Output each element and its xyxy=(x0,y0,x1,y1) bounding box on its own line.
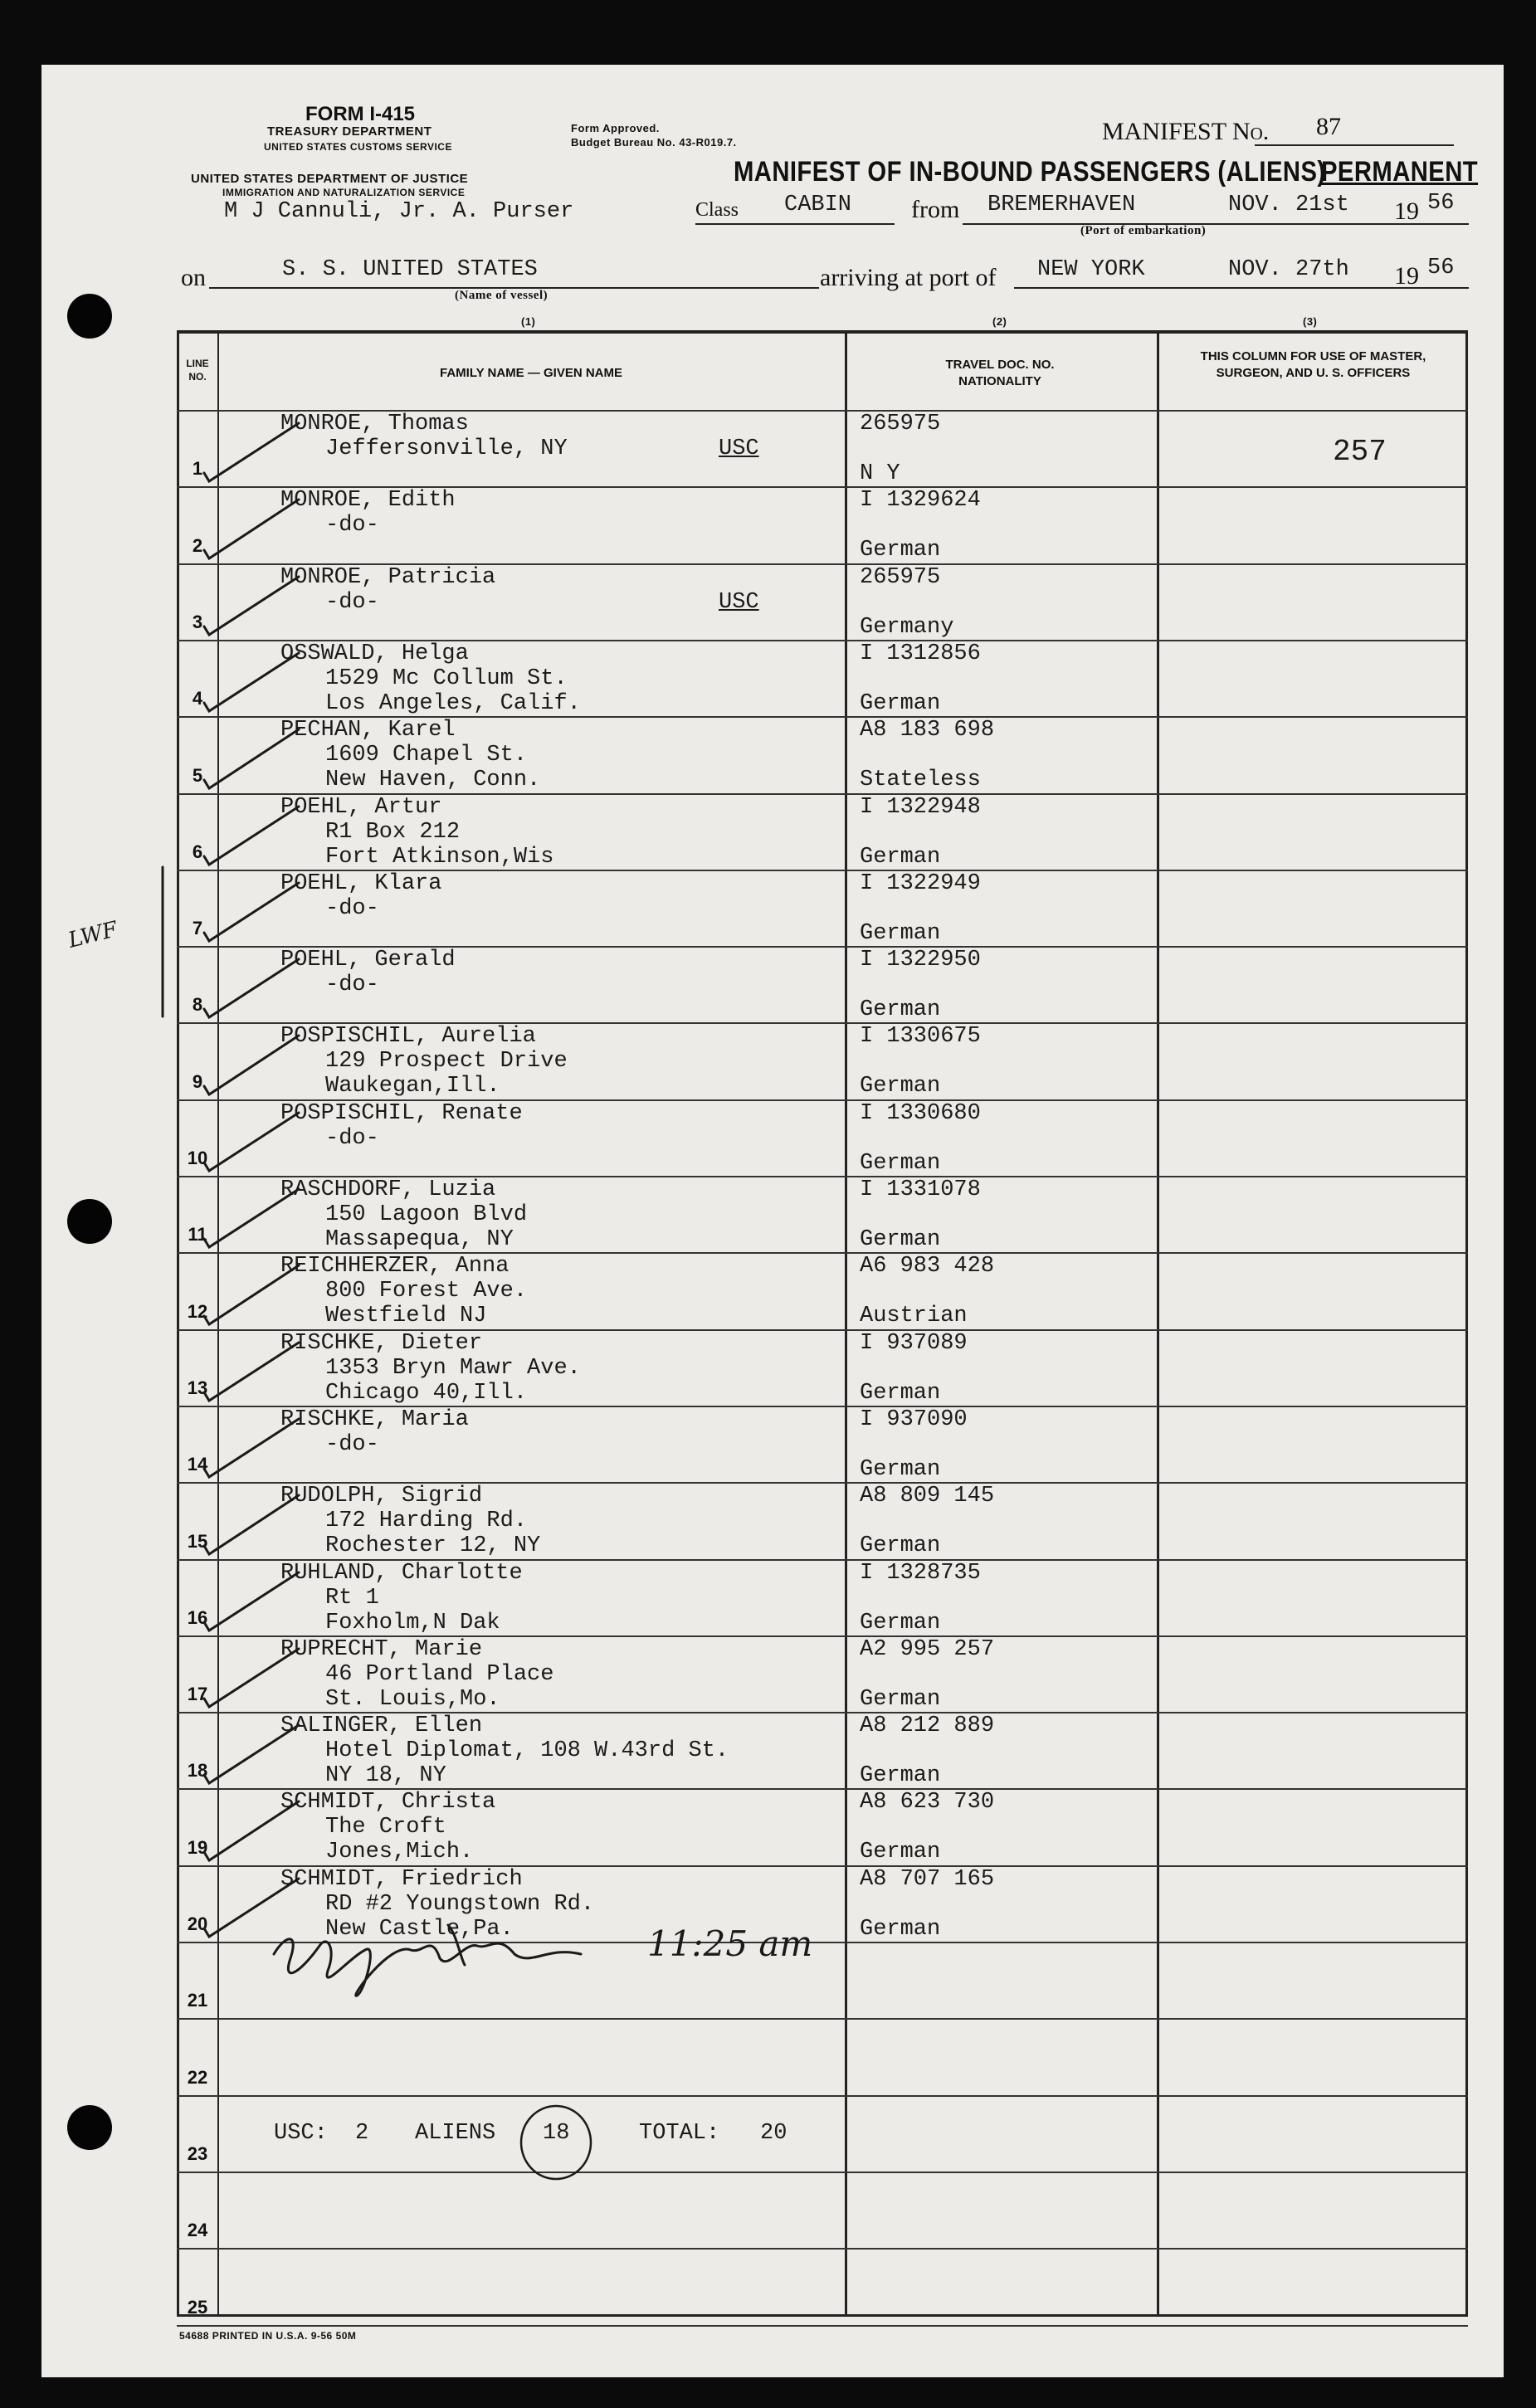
line-number: 9 xyxy=(192,1071,203,1092)
arriving-label: arriving at port of xyxy=(820,264,997,291)
passenger-name: SALINGER, Ellen xyxy=(280,1713,483,1738)
nationality: German xyxy=(860,921,941,946)
travel-document-number: I 1330680 xyxy=(860,1101,981,1126)
passenger-address-line-1: -do- xyxy=(325,896,379,921)
passenger-address-line-1: 150 Lagoon Blvd xyxy=(325,1202,528,1227)
check-mark xyxy=(204,1879,299,1937)
nationality: German xyxy=(860,1533,941,1558)
check-mark xyxy=(204,1343,299,1401)
passenger-address-line-2: Jones,Mich. xyxy=(325,1840,474,1864)
passenger-address-line-2: St. Louis,Mo. xyxy=(325,1687,500,1712)
check-mark xyxy=(204,1113,299,1171)
line-number: 17 xyxy=(187,1684,208,1704)
travel-document-number: 265975 xyxy=(860,412,941,436)
permanent-stamp: PERMANENT xyxy=(1321,156,1479,188)
departure-year-prefix: 19 xyxy=(1394,197,1419,225)
passenger-name: REICHHERZER, Anna xyxy=(280,1254,510,1279)
passenger-address-line-1: -do- xyxy=(325,972,379,997)
passenger-address-line-2: Fort Atkinson,Wis xyxy=(325,845,554,870)
check-mark xyxy=(204,1419,299,1477)
passenger-name: RUPRECHT, Marie xyxy=(280,1637,483,1662)
passenger-name: PECHAN, Karel xyxy=(280,718,456,743)
passenger-name: SCHMIDT, Christa xyxy=(280,1790,496,1815)
embarkation-port: BREMERHAVEN xyxy=(987,193,1136,217)
purser-name: M J Cannuli, Jr. A. Purser xyxy=(224,199,574,224)
line-number: 3 xyxy=(192,612,203,632)
line-number: 16 xyxy=(187,1607,208,1628)
line-number: 2 xyxy=(192,535,203,556)
line-number: 11 xyxy=(188,1224,207,1245)
line-number: 8 xyxy=(192,994,203,1015)
departure-date: NOV. 21st xyxy=(1228,193,1349,217)
travel-document-number: A6 983 428 xyxy=(860,1254,995,1279)
line-number: 21 xyxy=(187,1990,208,2011)
travel-document-number: I 1330675 xyxy=(860,1024,981,1049)
column-2-number: (2) xyxy=(992,315,1007,328)
check-mark xyxy=(204,729,299,788)
passenger-address-line-1: -do- xyxy=(325,1432,379,1457)
check-mark xyxy=(204,1572,299,1631)
line-number: 12 xyxy=(187,1301,208,1322)
line-number: 15 xyxy=(187,1531,208,1552)
passenger-address-line-1: -do- xyxy=(325,513,379,538)
check-mark xyxy=(204,807,299,865)
passenger-address-line-2: New Haven, Conn. xyxy=(325,768,541,792)
header-name: FAMILY NAME — GIVEN NAME xyxy=(439,366,623,380)
signature-time: 11:25 am xyxy=(647,1923,813,1964)
nationality: German xyxy=(860,1687,941,1712)
grand-total: 20 xyxy=(760,2121,788,2146)
vessel-caption: (Name of vessel) xyxy=(455,289,549,302)
travel-document-number: A2 995 257 xyxy=(860,1637,995,1662)
departure-year: 56 xyxy=(1427,191,1455,216)
passenger-address-line-1: RD #2 Youngstown Rd. xyxy=(325,1892,595,1917)
travel-document-number: I 1322950 xyxy=(860,948,981,972)
travel-document-number: I 1312856 xyxy=(860,641,981,666)
check-mark xyxy=(204,959,299,1017)
grand-total-label: TOTAL: xyxy=(639,2121,720,2146)
justice-department: UNITED STATES DEPARTMENT OF JUSTICE xyxy=(191,172,469,186)
nationality: German xyxy=(860,1381,941,1406)
passenger-name: RASCHDORF, Luzia xyxy=(280,1177,496,1202)
check-mark xyxy=(204,1725,299,1783)
nationality: German xyxy=(860,691,941,716)
passenger-address-line-1: Jeffersonville, NY xyxy=(325,436,568,461)
check-mark xyxy=(204,1036,299,1094)
officer-note: 257 xyxy=(1333,435,1387,469)
nationality: German xyxy=(860,1840,941,1864)
arrival-year-prefix: 19 xyxy=(1394,262,1419,290)
passenger-address-line-1: -do- xyxy=(325,1126,379,1151)
passenger-name: RISCHKE, Dieter xyxy=(280,1331,483,1356)
nationality: German xyxy=(860,1917,941,1942)
travel-document-number: I 1331078 xyxy=(860,1177,981,1202)
travel-document-number: I 1322949 xyxy=(860,871,981,896)
usc-total: 2 xyxy=(355,2121,369,2146)
passenger-address-line-1: 172 Harding Rd. xyxy=(325,1509,528,1533)
passenger-name: POSPISCHIL, Renate xyxy=(280,1101,523,1126)
line-number: 14 xyxy=(187,1454,208,1475)
travel-document-number: I 1329624 xyxy=(860,488,981,513)
line-number: 22 xyxy=(187,2067,208,2088)
nationality: German xyxy=(860,1151,941,1176)
form-number: FORM I-415 xyxy=(305,103,416,125)
line-number: 19 xyxy=(187,1837,208,1858)
passenger-address-line-2: Massapequa, NY xyxy=(325,1227,514,1252)
header-line-no: LINE NO. xyxy=(186,358,209,383)
travel-document-number: 265975 xyxy=(860,565,941,590)
column-3-number: (3) xyxy=(1303,315,1318,328)
line-number: 4 xyxy=(192,688,203,709)
passenger-address-line-1: Rt 1 xyxy=(325,1586,379,1611)
manifest-number-value: 87 xyxy=(1316,113,1341,140)
passenger-name: SCHMIDT, Friedrich xyxy=(280,1867,523,1892)
check-mark xyxy=(204,1265,299,1324)
passenger-address-line-1: R1 Box 212 xyxy=(325,820,461,845)
passenger-address-line-2: Rochester 12, NY xyxy=(325,1533,541,1558)
check-mark xyxy=(204,1495,299,1554)
passenger-name: RUHLAND, Charlotte xyxy=(280,1561,523,1586)
nationality: German xyxy=(860,538,941,563)
aliens-total: 18 xyxy=(543,2121,570,2146)
header-officers: THIS COLUMN FOR USE OF MASTER, SURGEON, AND U. S. OFFICERS xyxy=(1200,349,1426,380)
travel-document-number: I 1328735 xyxy=(860,1561,981,1586)
arrival-date: NOV. 27th xyxy=(1228,257,1349,282)
passenger-name: OSSWALD, Helga xyxy=(280,641,469,666)
customs-service: UNITED STATES CUSTOMS SERVICE xyxy=(264,141,452,153)
nationality: German xyxy=(860,1227,941,1252)
arrival-year: 56 xyxy=(1427,256,1455,280)
passenger-address-line-1: Hotel Diplomat, 108 W.43rd St. xyxy=(325,1738,729,1763)
travel-document-number: I 937090 xyxy=(860,1407,968,1432)
treasury-department: TREASURY DEPARTMENT xyxy=(267,124,432,139)
line-number: 5 xyxy=(192,765,203,786)
margin-initials: LWF xyxy=(66,917,120,953)
usc-total-label: USC: xyxy=(274,2121,328,2146)
passenger-address-line-1: 1529 Mc Collum St. xyxy=(325,666,568,691)
passenger-name: POEHL, Artur xyxy=(280,795,442,820)
nationality: N Y xyxy=(860,461,900,486)
manifest-title: MANIFEST OF IN-BOUND PASSENGERS (ALIENS) xyxy=(734,156,1326,188)
class-label: Class xyxy=(695,199,739,221)
line-number: 1 xyxy=(192,458,203,479)
nationality: Stateless xyxy=(860,768,981,792)
header-travel: TRAVEL DOC. NO. NATIONALITY xyxy=(945,358,1055,388)
line-number: 25 xyxy=(187,2297,208,2318)
aliens-label: ALIENS xyxy=(415,2121,496,2146)
citizen-mark: USC xyxy=(719,590,759,615)
nationality: German xyxy=(860,1074,941,1099)
travel-document-number: I 1322948 xyxy=(860,795,981,820)
citizen-mark: USC xyxy=(719,436,759,461)
passenger-address-line-2: Westfield NJ xyxy=(325,1304,487,1328)
check-mark xyxy=(204,1649,299,1707)
passenger-address-line-2: Chicago 40,Ill. xyxy=(325,1381,528,1406)
passenger-address-line-2: Foxholm,N Dak xyxy=(325,1611,500,1635)
vessel-name: S. S. UNITED STATES xyxy=(282,257,538,282)
check-mark xyxy=(204,423,299,481)
column-1-number: (1) xyxy=(521,315,536,328)
check-mark xyxy=(204,1801,299,1860)
travel-document-number: I 937089 xyxy=(860,1331,968,1356)
travel-document-number: A8 623 730 xyxy=(860,1790,995,1815)
travel-document-number: A8 183 698 xyxy=(860,718,995,743)
passenger-address-line-1: 1609 Chapel St. xyxy=(325,743,528,768)
line-number: 10 xyxy=(187,1148,208,1168)
naturalization-service: IMMIGRATION AND NATURALIZATION SERVICE xyxy=(222,187,466,198)
form-approval: Form Approved. xyxy=(571,122,660,134)
travel-document-number: A8 809 145 xyxy=(860,1484,995,1509)
passenger-address-line-1: -do- xyxy=(325,590,379,615)
passenger-name: RISCHKE, Maria xyxy=(280,1407,469,1432)
line-number: 20 xyxy=(187,1913,208,1934)
class-value: CABIN xyxy=(784,193,852,217)
budget-bureau: Budget Bureau No. 43-R019.7. xyxy=(571,136,737,149)
check-mark xyxy=(204,1189,299,1247)
check-mark xyxy=(204,577,299,635)
passenger-address-line-1: 46 Portland Place xyxy=(325,1662,554,1687)
aliens-count-circle xyxy=(521,2106,591,2179)
nationality: Germany xyxy=(860,615,954,640)
passenger-address-line-1: 1353 Bryn Mawr Ave. xyxy=(325,1356,581,1381)
on-label: on xyxy=(181,264,206,291)
nationality: German xyxy=(860,997,941,1022)
nationality: German xyxy=(860,845,941,870)
check-mark xyxy=(204,883,299,941)
line-number: 24 xyxy=(187,2220,208,2240)
passenger-name: POSPISCHIL, Aurelia xyxy=(280,1024,536,1049)
passenger-name: MONROE, Thomas xyxy=(280,412,469,436)
arrival-port: NEW YORK xyxy=(1037,257,1145,282)
port-caption: (Port of embarkation) xyxy=(1080,224,1207,237)
line-number: 6 xyxy=(192,841,203,862)
travel-document-number: A8 707 165 xyxy=(860,1867,995,1892)
passenger-name: RUDOLPH, Sigrid xyxy=(280,1484,483,1509)
check-mark xyxy=(204,500,299,558)
passenger-address-line-2: New Castle,Pa. xyxy=(325,1917,514,1942)
nationality: Austrian xyxy=(860,1304,968,1328)
printer-footer: 54688 PRINTED IN U.S.A. 9-56 50M xyxy=(179,2330,357,2342)
line-number: 18 xyxy=(187,1760,208,1781)
line-number: 23 xyxy=(187,2143,208,2164)
nationality: German xyxy=(860,1457,941,1482)
nationality: German xyxy=(860,1611,941,1635)
passenger-address-line-1: The Croft xyxy=(325,1815,446,1840)
check-mark xyxy=(204,653,299,711)
nationality: German xyxy=(860,1763,941,1788)
manifest-number-label: MANIFEST No. xyxy=(1102,118,1270,145)
from-label: from xyxy=(911,196,960,223)
passenger-name: MONROE, Edith xyxy=(280,488,456,513)
line-number: 13 xyxy=(187,1377,208,1398)
passenger-name: POEHL, Klara xyxy=(280,871,442,896)
travel-document-number: A8 212 889 xyxy=(860,1713,995,1738)
line-number: 7 xyxy=(192,918,203,938)
passenger-address-line-2: Los Angeles, Calif. xyxy=(325,691,581,716)
passenger-address-line-1: 800 Forest Ave. xyxy=(325,1279,528,1304)
passenger-address-line-1: 129 Prospect Drive xyxy=(325,1049,568,1074)
passenger-name: MONROE, Patricia xyxy=(280,565,496,590)
passenger-address-line-2: Waukegan,Ill. xyxy=(325,1074,500,1099)
passenger-address-line-2: NY 18, NY xyxy=(325,1763,446,1788)
passenger-name: POEHL, Gerald xyxy=(280,948,456,972)
